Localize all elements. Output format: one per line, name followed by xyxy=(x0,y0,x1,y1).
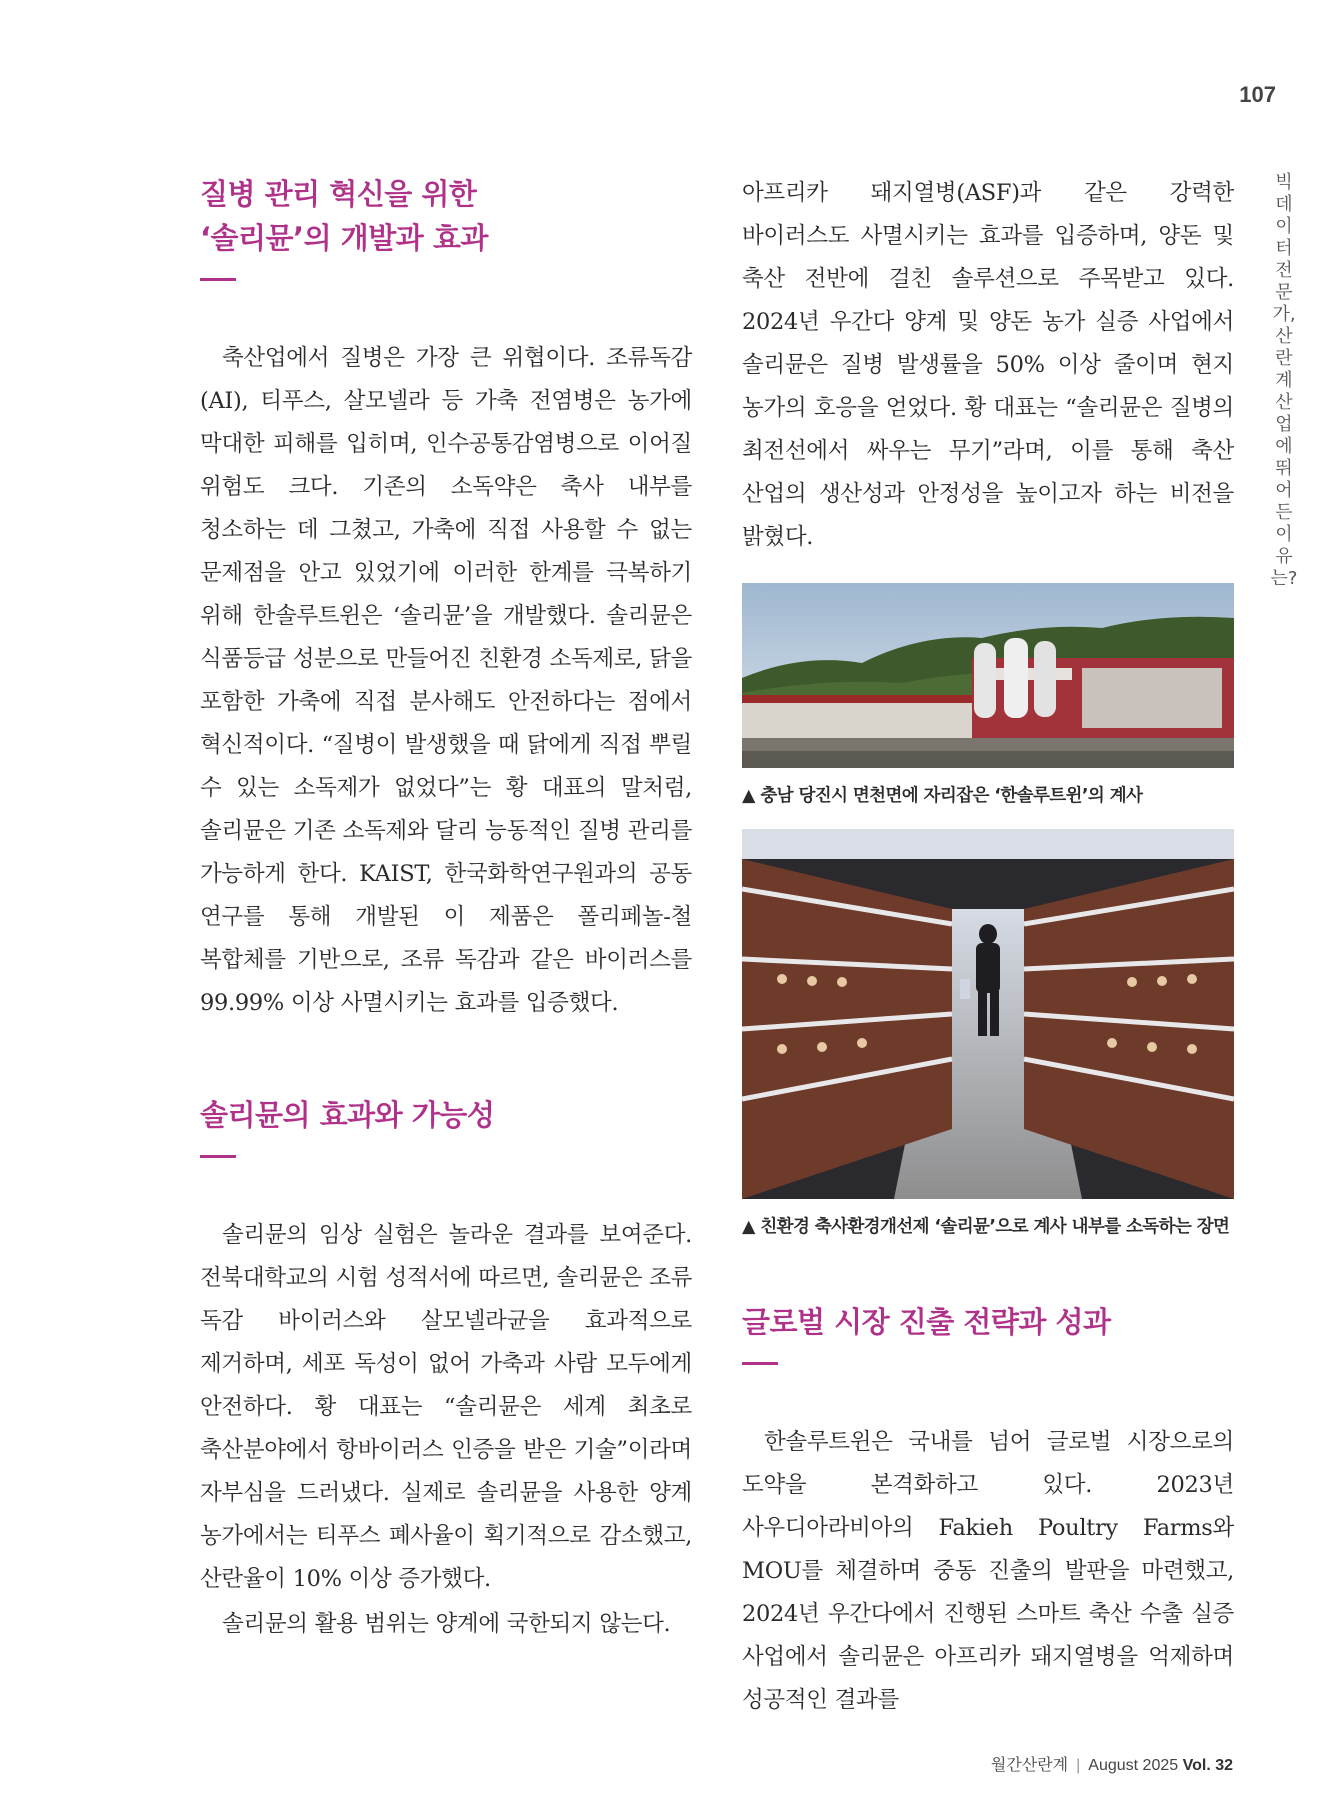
section-heading-disease-management xyxy=(200,172,692,260)
photo-poultry-house-interior xyxy=(742,829,1234,1199)
paragraph-clinical-results: 솔리뮨의 임상 실험은 놀라운 결과를 보여준다. 전북대학교의 시험 성적서에 따르면, 솔리뮨은 조류 독감 바이러스와 살모넬라균을 효과적으로 제거하며, 세포 독성이 없어 가축과 사람 모두에게 안전하다. 황 대표는 “솔리뮨은 세계 최초로 축산분야에서 항바이러스 인증을 받은 기술”이라며 자부심을 드러냈다. 실제로 솔리뮨을 사용한 양계 농가에서는 티푸스 폐사율이 획기적으로 감소했고, 산란율이 10% 이상 증가했다. xyxy=(200,1222,692,1592)
paragraph-usage-scope: 솔리뮨의 활용 범위는 양계에 국한되지 않는다. xyxy=(222,1611,671,1637)
heading-accent-bar xyxy=(200,1155,236,1158)
heading-line-1: 질병 관리 혁신을 위한 xyxy=(200,177,477,211)
footer-magazine-name: 월간산란계 xyxy=(990,1757,1069,1774)
footer-volume: Vol. 32 xyxy=(1182,1757,1233,1774)
paragraph-disease-intro: 축산업에서 질병은 가장 큰 위협이다. 조류독감(AI), 티푸스, 살모넬라 등 가축 전염병은 농가에 막대한 피해를 입히며, 인수공통감염병으로 이어질 위험도 크다. 기존의 소독약은 축사 내부를 청소하는 데 그쳤고, 가축에 직접 사용할 수 없는 문제점을 안고 있었기에 이러한 한계를 극복하기 위해 한솔루트윈은 ‘솔리뮨’을 개발했다. 솔리뮨은 식품등급 성분으로 만들어진 친환경 소독제로, 닭을 포함한 가축에 직접 분사해도 안전하다는 점에서 혁신적이다. “질병이 발생했을 때 닭에게 직접 뿌릴 수 있는 소독제가 없었다”는 황 대표의 말처럼, 솔리뮨은 기존 소독제와 달리 능동적인 질병 관리를 가능하게 한다. KAIST, 한국화학연구원과의 공동 연구를 통해 개발된 이 제품은 폴리페놀-철 복합체를 기반으로, 조류 독감과 같은 바이러스를 99.99% 이상 사멸시키는 효과를 입증했다. xyxy=(200,345,692,1016)
footer-issue: August 2025 xyxy=(1088,1757,1179,1774)
left-column xyxy=(200,172,692,1646)
paragraph-global-strategy: 한솔루트윈은 국내를 넘어 글로벌 시장으로의 도약을 본격화하고 있다. 2023년 사우디아라비아의 Fakieh Poultry Farms와 MOU를 체결하며 중동 진출의 발판을 마련했고, 2024년 우간다에서 진행된 스마트 축산 수출 실증 사업에서 솔리뮨은 아프리카 돼지열병을 억제하며 성공적인 결과를 xyxy=(742,1429,1234,1713)
heading-accent-bar xyxy=(200,278,236,281)
poultry-house-interior-image xyxy=(742,829,1234,1199)
page-footer: 월간산란계 | August 2025 Vol. 32 xyxy=(990,1757,1233,1774)
heading-accent-bar xyxy=(742,1362,778,1365)
section-heading-effects: 솔리뮨의 효과와 가능성 xyxy=(200,1098,495,1132)
heading-line-2: ‘솔리뮨’의 개발과 효과 xyxy=(200,221,488,255)
paragraph-asf-continued: 아프리카 돼지열병(ASF)과 같은 강력한 바이러스도 사멸시키는 효과를 입증하며, 양돈 및 축산 전반에 걸친 솔루션으로 주목받고 있다. 2024년 우간다 양계 및 양돈 농가 실증 사업에서 솔리뮨은 질병 발생률을 50% 이상 줄이며 현지 농가의 호응을 얻었다. 황 대표는 “솔리뮨은 질병의 최전선에서 싸우는 무기”라며, 이를 통해 축산 산업의 생산성과 안정성을 높이고자 하는 비전을 밝혔다. xyxy=(742,180,1234,550)
section-heading-global: 글로벌 시장 진출 전략과 성과 xyxy=(742,1305,1111,1339)
right-column xyxy=(742,172,1234,1722)
vertical-series-title: 빅데이터 전문가, 산란계 산업에 뛰어든 이유는? xyxy=(1270,172,1298,589)
page-number: 107 xyxy=(1239,82,1276,107)
photo2-caption: ▲ 친환경 축사환경개선제 ‘솔리뮨’으로 계사 내부를 소독하는 장면 xyxy=(742,1217,1230,1237)
photo1-caption: ▲ 충남 당진시 면천면에 자리잡은 ‘한솔루트윈’의 계사 xyxy=(742,786,1143,806)
poultry-house-exterior-image xyxy=(742,583,1234,768)
photo-poultry-house-exterior xyxy=(742,583,1234,768)
